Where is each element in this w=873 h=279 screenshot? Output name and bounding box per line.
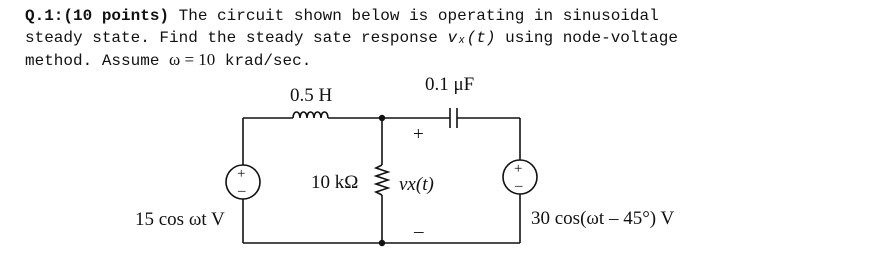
inductor-coil [293,112,328,118]
vx-symbol: vₓ(t) [447,28,496,47]
source-right-plus: + [514,161,523,177]
node-bottom [379,240,385,246]
problem-text-3b: krad/sec. [215,52,312,70]
problem-line-2 [25,28,865,50]
resistor-zigzag [376,165,388,195]
circuit-diagram [0,70,873,279]
source-left-label: 15 cos ωt V [135,209,225,230]
problem-text-2a: steady state. Find the steady sate response [25,28,448,47]
problem-text-3a: method. Assume [25,52,170,70]
omega-value: ω = 10 [169,50,216,69]
question-number: Q.1: [25,7,64,25]
problem-text-2b: using node-voltage [495,28,678,47]
problem-text-1: The circuit shown below is operating in sinusoidal [178,7,659,25]
vx-plus-sign: + [413,124,424,145]
inductor-label: 0.5 H [290,85,333,106]
problem-line-1 [25,6,865,28]
problem-line-3 [25,49,865,73]
points-label: (10 points) [63,7,170,25]
capacitor-label: 0.1 μF [425,74,475,95]
vx-label: vx(t) [399,174,434,195]
problem-statement [25,6,865,73]
source-right-minus: – [515,178,523,194]
source-left-minus: – [238,183,246,199]
source-right-label: 30 cos(ωt – 45°) V [531,208,675,229]
resistor-label: 10 kΩ [311,172,359,193]
node-top [379,115,385,121]
vx-minus-sign: – [414,221,424,242]
source-left-plus: + [237,166,246,182]
